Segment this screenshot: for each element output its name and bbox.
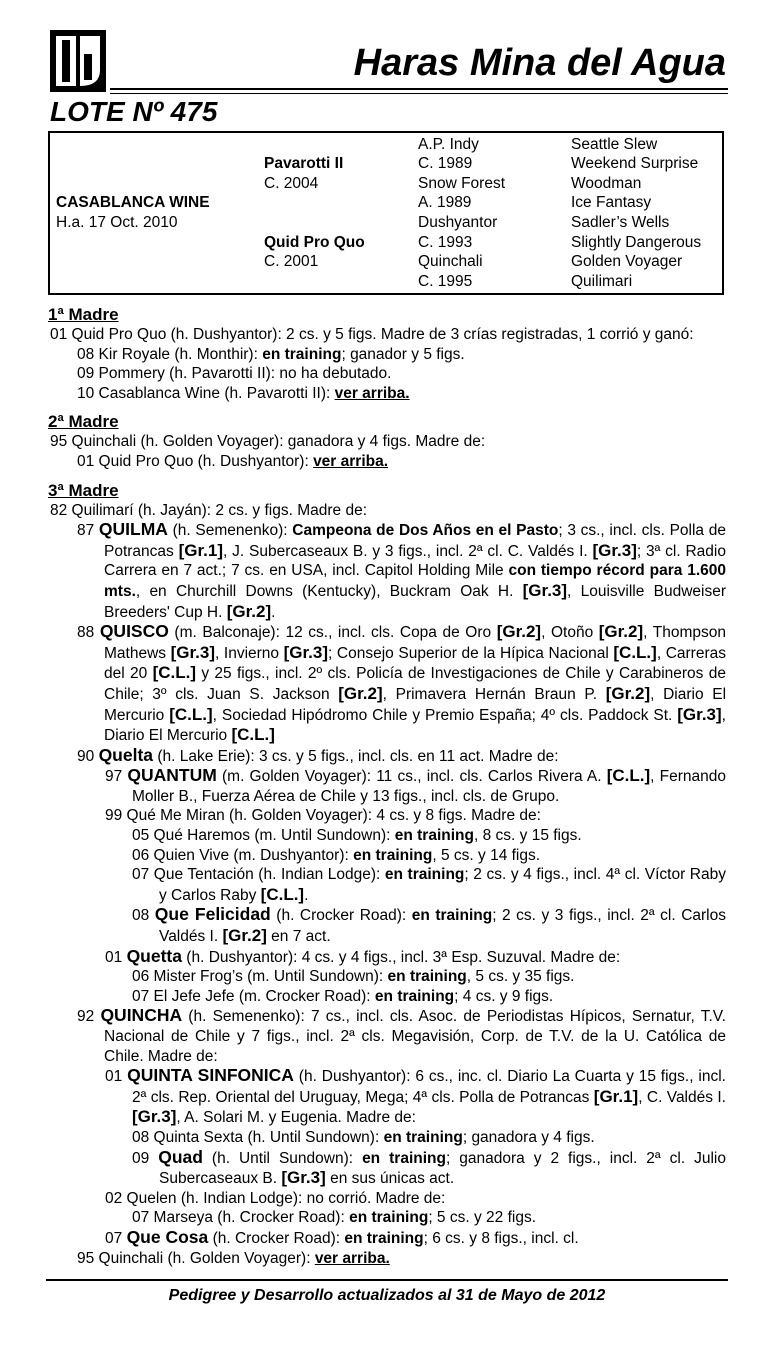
dam-name: Quid Pro Quo xyxy=(264,234,365,251)
horse-details: H.a. 17 Oct. 2010 xyxy=(56,214,178,231)
gen4-name: Slightly Dangerous xyxy=(571,234,702,251)
gen4-name: Ice Fantasy xyxy=(571,194,652,211)
gen3-name: Snow Forest xyxy=(418,175,506,192)
produce-entry: 08 Kir Royale (h. Monthir): en training; ganador y 5 figs. xyxy=(77,345,465,363)
sire-details: C. 2004 xyxy=(264,175,319,192)
pedigree-table xyxy=(48,131,724,295)
dam-entry: 95 Quinchali (h. Golden Voyager): ganadora y 4 figs. Madre de: xyxy=(50,433,486,451)
produce-entry: 07 Que Cosa (h. Crocker Road): en training; 6 cs. y 8 figs., incl. cl. xyxy=(105,1226,579,1247)
header-rule xyxy=(110,88,728,90)
produce-entry: 90 Quelta (h. Lake Erie): 3 cs. y 5 figs., incl. cls. en 11 act. Madre de: xyxy=(77,744,559,765)
dam-entry: 01 Quid Pro Quo (h. Dushyantor): 2 cs. y 5 figs. Madre de 3 crías registradas, 1 corrió y ganó: xyxy=(50,326,694,343)
gen3-details: C. 1993 xyxy=(418,234,473,251)
gen3-details: C. 1995 xyxy=(418,273,473,290)
produce-entry: 10 Casablanca Wine (h. Pavarotti II): ver arriba. xyxy=(77,384,410,402)
produce-entry: 09 Quad (h. Until Sundown): en training; ganadora y 2 figs., incl. 2ª cl. Julio Subercaseaux B. [Gr.3] en sus únicas act. xyxy=(132,1146,726,1188)
farm-logo-icon xyxy=(48,28,108,94)
farm-name: Haras Mina del Agua xyxy=(353,42,726,84)
dam-details: C. 2001 xyxy=(264,253,319,270)
produce-entry: 92 QUINCHA (h. Semenenko): 7 cs., incl. cls. Asoc. de Periodistas Hípicos, Sernatur, T.V. Nacional de Chile y 7 figs., incl. 2ª cls. Megavisión, Corp. de T.V. de la U. Católica de Chile. Madre de: xyxy=(77,1005,726,1065)
produce-entry: 88 QUISCO (m. Balconaje): 12 cs., incl. cls. Copa de Oro [Gr.2], Otoño [Gr.2], Thompson Mathews [Gr.3], Invierno [Gr.3]; Consejo Superior de la Hípica Nacional [C.L.], Carreras del 20 [C.L.] y 25 figs., incl. 2º cls. Policía de Investigaciones de Chile y Carabineros de Chile; 3º cls. Juan S. Jackson [Gr.2], Primavera Hernán Braun P. [Gr.2], Diario El Mercurio [C.L.], Sociedad Hipódromo Chile y Premio España; 4º cls. Paddock St. [Gr.3], Diario El Mercurio [C.L.] xyxy=(77,621,727,745)
produce-entry: 07 Marseya (h. Crocker Road): en training; 5 cs. y 22 figs. xyxy=(132,1209,536,1227)
gen3-name: Quinchali xyxy=(418,253,483,270)
gen4-name: Seattle Slew xyxy=(571,136,658,153)
header-rule-thin xyxy=(110,93,728,94)
produce-entry: 07 El Jefe Jefe (m. Crocker Road): en training; 4 cs. y 9 figs. xyxy=(132,987,554,1005)
produce-entry: 97 QUANTUM (m. Golden Voyager): 11 cs., incl. cls. Carlos Rivera A. [C.L.], Fernando Moller B., Fuerza Aérea de Chile y 13 figs., incl. cls. de Grupo. xyxy=(105,765,726,805)
produce-entry: 08 Que Felicidad (h. Crocker Road): en training; 2 cs. y 3 figs., incl. 2ª cl. Carlos Valdés I. [Gr.2] en 7 act. xyxy=(132,904,726,946)
produce-entry: 05 Qué Haremos (m. Until Sundown): en training, 8 cs. y 15 figs. xyxy=(132,827,582,845)
gen4-name: Weekend Surprise xyxy=(571,155,699,172)
gen4-name: Golden Voyager xyxy=(571,253,683,270)
section-third-dam: 3ª Madre xyxy=(48,480,119,500)
produce-entry: 01 Quetta (h. Dushyantor): 4 cs. y 4 figs., incl. 3ª Esp. Suzuval. Madre de: xyxy=(105,945,621,966)
footer-rule xyxy=(46,1279,728,1281)
section-first-dam: 1ª Madre xyxy=(48,305,119,324)
sire-name: Pavarotti II xyxy=(264,155,344,172)
section-second-dam: 2ª Madre xyxy=(48,412,119,432)
produce-entry: 08 Quinta Sexta (h. Until Sundown): en training; ganadora y 4 figs. xyxy=(132,1128,595,1146)
footer-note: Pedigree y Desarrollo actualizados al 31 de Mayo de 2012 xyxy=(168,1287,606,1304)
produce-entry: 95 Quinchali (h. Golden Voyager): ver arriba. xyxy=(77,1249,390,1267)
produce-entry: 09 Pommery (h. Pavarotti II): no ha debutado. xyxy=(77,365,392,383)
produce-record xyxy=(48,300,726,1268)
produce-entry: 07 Que Tentación (h. Indian Lodge): en training; 2 cs. y 4 figs., incl. 4ª cl. Víctor Raby y Carlos Raby [C.L.]. xyxy=(132,866,726,904)
dam-entry: 82 Quilimarí (h. Jayán): 2 cs. y figs. Madre de: xyxy=(50,501,368,519)
gen3-details: A. 1989 xyxy=(418,194,472,211)
produce-entry: 01 Quid Pro Quo (h. Dushyantor): ver arriba. xyxy=(77,452,389,470)
produce-entry: 99 Qué Me Miran (h. Golden Voyager): 4 cs. y 8 figs. Madre de: xyxy=(105,807,541,825)
produce-entry: 06 Quien Vive (m. Dushyantor): en training, 5 cs. y 14 figs. xyxy=(132,846,541,864)
lot-title: LOTE Nº 475 xyxy=(50,96,218,127)
produce-entry: 01 QUINTA SINFONICA (h. Dushyantor): 6 cs., inc. cl. Diario La Cuarta y 15 figs., incl. 2ª cls. Rep. Oriental del Uruguay, Mega; 4ª cls. Polla de Potrancas [Gr.1], C. Valdés I. [Gr.3], A. Solari M. y Eugenia. Madre de: xyxy=(105,1065,726,1127)
gen4-name: Woodman xyxy=(571,175,642,192)
gen3-name: Dushyantor xyxy=(418,214,498,231)
produce-entry: 06 Mister Frog’s (m. Until Sundown): en training, 5 cs. y 35 figs. xyxy=(132,968,575,986)
gen3-details: C. 1989 xyxy=(418,155,473,172)
gen4-name: Sadler’s Wells xyxy=(571,214,670,231)
gen3-name: A.P. Indy xyxy=(418,136,479,153)
horse-name: CASABLANCA WINE xyxy=(56,194,210,211)
produce-entry: 87 QUILMA (h. Semenenko): Campeona de Dos Años en el Pasto; 3 cs., incl. cls. Polla de Potrancas [Gr.1], J. Subercaseaux B. y 3 figs., incl. 2ª cl. C. Valdés I. [Gr.3]; 3ª cl. Radio Carrera en 7 act.; 7 cs. en USA, incl. Capitol Holding Mile con tiempo récord para 1.600 mts., en Churchill Downs (Kentucky), Buckram Oak H. [Gr.3], Louisville Budweiser Breeders' Cup H. [Gr.2]. xyxy=(77,519,726,621)
produce-entry: 02 Quelen (h. Indian Lodge): no corrió. Madre de: xyxy=(105,1189,446,1207)
gen4-name: Quilimari xyxy=(571,273,633,290)
